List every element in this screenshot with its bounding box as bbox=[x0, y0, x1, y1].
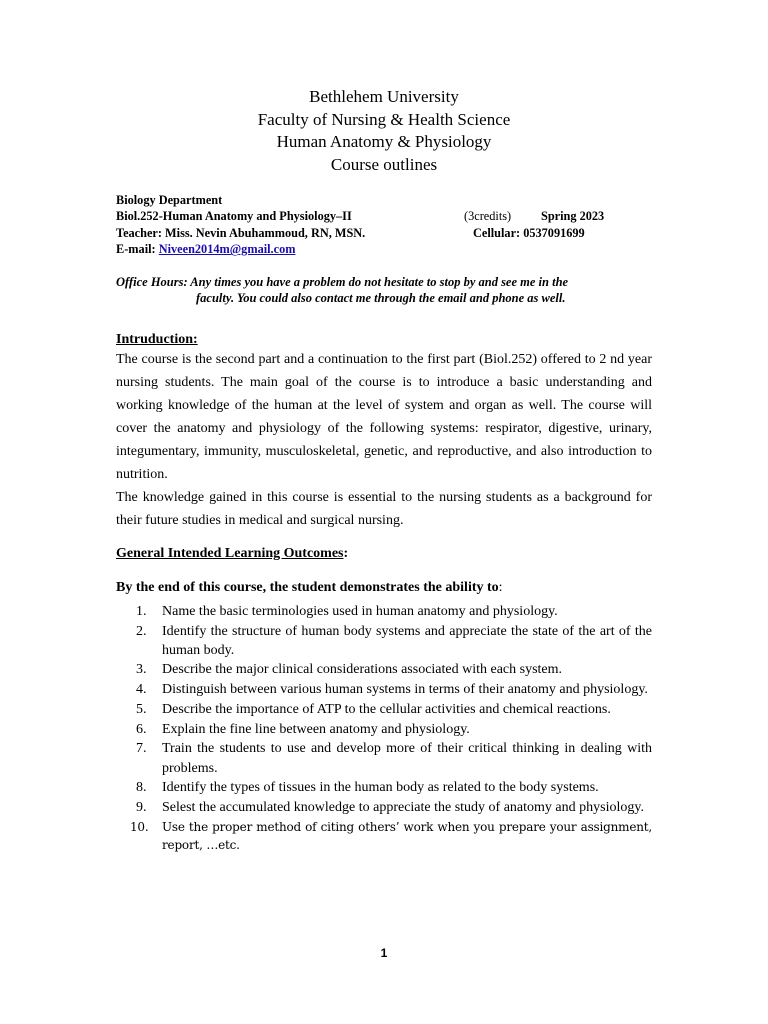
list-item bbox=[116, 700, 652, 719]
document-body bbox=[0, 86, 768, 855]
item-text: Name the basic terminologies used in human anatomy and physiology. bbox=[162, 603, 558, 619]
knowledge-paragraph: The knowledge gained in this course is essential to the nursing students as a background for their future studies in medical and surgical nursing. bbox=[116, 489, 652, 528]
list-item bbox=[116, 622, 652, 661]
faculty-name: Faculty of Nursing & Health Science bbox=[257, 109, 511, 129]
outcomes-heading: General Intended Learning Outcomes bbox=[116, 545, 344, 561]
list-item bbox=[116, 778, 652, 797]
list-item bbox=[116, 720, 652, 739]
office-hours-line2: faculty. You could also contact me through the email and phone as well. bbox=[196, 291, 566, 306]
outcomes-lead-wrap bbox=[116, 578, 768, 598]
item-text: Describe the major clinical considerations associated with each system. bbox=[162, 662, 563, 678]
item-number: 6. bbox=[136, 721, 147, 737]
course-info bbox=[116, 192, 656, 258]
office-hours bbox=[116, 274, 652, 307]
list-item bbox=[116, 818, 652, 855]
university-name: Bethlehem University bbox=[309, 87, 459, 106]
list-item bbox=[116, 602, 652, 621]
introduction-paragraph: The course is the second part and a continuation to the first part (Biol.252) offered to 2 nd year nursing students. The main goal of the course is to introduce a basic understanding and working knowledge of the human at the level of system and organ as well. The course will cover the anatomy and physiology of the following systems: respirator, digestive, urinary, integumentary, immunity, musculoskeletal, genetic, and reproductive, and also introduction to nutrition. bbox=[116, 351, 652, 482]
list-item bbox=[116, 798, 652, 817]
item-text: Selest the accumulated knowledge to appreciate the study of anatomy and physiology. bbox=[162, 799, 644, 815]
item-text: Use the proper method of citing others’ work when you prepare your assignment, report, …etc. bbox=[162, 819, 652, 853]
item-number: 5. bbox=[136, 701, 147, 717]
item-number: 3. bbox=[136, 662, 147, 678]
item-number: 7. bbox=[136, 741, 147, 757]
list-item bbox=[116, 660, 652, 679]
outcomes-lead-colon: : bbox=[498, 579, 503, 595]
department: Biology Department bbox=[116, 192, 223, 207]
item-number: 2. bbox=[136, 623, 147, 639]
outcomes-lead: By the end of this course, the student demonstrates the ability to bbox=[116, 579, 499, 595]
document-title-block bbox=[0, 86, 768, 177]
list-item bbox=[116, 739, 652, 778]
email-label: E-mail: bbox=[116, 242, 159, 257]
item-text: Explain the fine line between anatomy and physiology. bbox=[162, 721, 470, 737]
item-text: Describe the importance of ATP to the cellular activities and chemical reactions. bbox=[162, 701, 611, 717]
item-number: 1. bbox=[136, 603, 147, 619]
term: Spring 2023 bbox=[541, 209, 605, 224]
item-text: Identify the types of tissues in the human body as related to the body systems. bbox=[162, 780, 599, 796]
office-hours-line1: Office Hours: Any times you have a problem do not hesitate to stop by and see me in the bbox=[116, 274, 569, 289]
item-text: Identify the structure of human body systems and appreciate the state of the art of the human body. bbox=[162, 623, 652, 658]
outcomes-list bbox=[116, 602, 652, 855]
page-number: 1 bbox=[380, 946, 388, 960]
course-code: Biol.252-Human Anatomy and Physiology–II bbox=[116, 209, 352, 224]
list-item bbox=[116, 680, 652, 699]
email-link[interactable]: Niveen2014m@gmail.com bbox=[158, 242, 296, 257]
introduction-heading: Intruduction: bbox=[116, 331, 198, 347]
item-number: 10. bbox=[130, 819, 149, 834]
teacher: Teacher: Miss. Nevin Abuhammoud, RN, MSN. bbox=[116, 225, 366, 240]
credits: (3credits) bbox=[464, 209, 512, 224]
item-text: Train the students to use and develop more of their critical thinking in dealing with problems. bbox=[162, 741, 652, 776]
item-number: 4. bbox=[136, 682, 147, 698]
item-text: Distinguish between various human systems in terms of their anatomy and physiology. bbox=[162, 682, 648, 698]
item-number: 9. bbox=[136, 799, 147, 815]
outcomes-heading-colon: : bbox=[343, 545, 349, 561]
document-subtitle: Course outlines bbox=[330, 155, 438, 175]
item-number: 8. bbox=[136, 780, 147, 796]
course-name: Human Anatomy & Physiology bbox=[276, 132, 492, 152]
cellular: Cellular: 0537091699 bbox=[473, 225, 585, 240]
outcomes-heading-wrap bbox=[116, 545, 768, 563]
